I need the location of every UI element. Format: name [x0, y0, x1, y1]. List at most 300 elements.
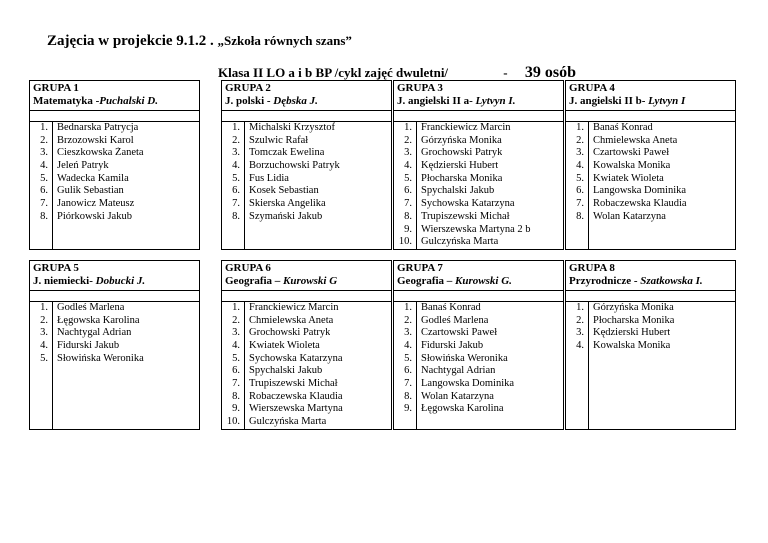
member-name: Fus Lidia: [249, 172, 289, 184]
member-number: 5.: [30, 353, 53, 366]
member-name: Godleś Marlena: [421, 314, 489, 326]
member-number: 7.: [566, 198, 589, 211]
member-name: Czartowski Paweł: [593, 147, 670, 159]
subtitle-dash: -: [503, 65, 508, 80]
member-row: [30, 211, 199, 224]
member-number: 4.: [394, 160, 417, 173]
group-name: GRUPA 4: [569, 82, 615, 94]
group-name: GRUPA 3: [397, 82, 443, 94]
member-number: 6.: [222, 365, 245, 378]
member-row: [394, 391, 563, 404]
member-number: 4.: [394, 340, 417, 353]
member-name: Kędzierski Hubert: [421, 160, 499, 172]
member-number: 6.: [394, 365, 417, 378]
member-name: Sychowska Katarzyna: [249, 352, 343, 364]
group-subject-line: [33, 275, 196, 288]
empty-row: [30, 391, 199, 404]
empty-number-cell: [30, 224, 53, 237]
member-number: 1.: [394, 122, 417, 135]
empty-name-cell: [589, 236, 593, 249]
member-number: 5.: [566, 173, 589, 186]
member-name: Wolan Katarzyna: [593, 210, 666, 222]
member-row: [394, 211, 563, 224]
member-number: 8.: [222, 211, 245, 224]
group-subject: Geografia –: [397, 274, 456, 287]
member-row: [394, 340, 563, 353]
empty-number-cell: [30, 236, 53, 249]
empty-row: [566, 391, 735, 404]
member-number: 3.: [566, 147, 589, 160]
member-number: 4.: [30, 340, 53, 353]
group-subject: Matematyka -: [33, 95, 100, 107]
empty-name-cell: [589, 224, 593, 237]
group-teacher: Lytvyn I: [648, 95, 686, 107]
empty-row: [30, 236, 199, 249]
member-name: Langowska Dominika: [593, 185, 687, 197]
member-row: [222, 173, 391, 186]
member-row: [30, 198, 199, 211]
member-list: [394, 122, 563, 249]
group-subject: Przyrodnicze -: [569, 274, 641, 287]
member-row: [222, 340, 391, 353]
member-number: 3.: [30, 327, 53, 340]
member-list: [30, 302, 199, 429]
member-number: 1.: [30, 122, 53, 135]
member-name: Szulwic Rafał: [249, 134, 309, 146]
header-spacer-row: [222, 291, 391, 302]
group-teacher: Dębska J.: [273, 95, 318, 107]
empty-name-cell: [53, 224, 57, 237]
member-name: Łęgowska Karolina: [421, 403, 504, 415]
member-name: Kwiatek Wioleta: [593, 172, 664, 184]
empty-row: [30, 416, 199, 429]
member-name: Langowska Dominika: [421, 378, 515, 389]
group-header: [222, 81, 391, 111]
member-number: 5.: [394, 353, 417, 366]
member-number: 3.: [30, 147, 53, 160]
member-name: Robaczewska Klaudia: [593, 198, 687, 210]
group-teacher: Lytvyn I.: [475, 95, 516, 107]
group-teacher: Kurowski G: [283, 274, 338, 287]
group-name: GRUPA 2: [225, 82, 271, 94]
group-subject-line: [33, 95, 196, 108]
empty-name-cell: [589, 416, 593, 429]
groups-row-1: [30, 81, 736, 250]
empty-number-cell: [566, 378, 589, 391]
member-number: 5.: [222, 353, 245, 366]
member-name: Bednarska Patrycja: [57, 122, 139, 133]
member-row: [222, 315, 391, 328]
member-row: [566, 147, 735, 160]
member-row: [394, 173, 563, 186]
empty-row: [30, 365, 199, 378]
member-name: Kowalska Monika: [593, 160, 671, 172]
member-name: Gulczyńska Marta: [249, 416, 327, 428]
member-number: 1.: [566, 122, 589, 135]
member-name: Płocharska Monika: [593, 314, 675, 326]
member-list: [566, 302, 735, 429]
member-name: Słowińska Weronika: [57, 352, 144, 364]
member-row: [30, 185, 199, 198]
member-row: [566, 135, 735, 148]
member-name: Czartowski Paweł: [421, 327, 498, 339]
empty-name-cell: [53, 378, 57, 391]
group-header: [30, 261, 199, 291]
group-teacher: Dobucki J.: [95, 274, 146, 287]
group-subject: J. niemiecki-: [33, 274, 96, 287]
empty-name-cell: [245, 224, 249, 237]
member-name: Kwiatek Wioleta: [249, 339, 320, 351]
group-header: [566, 81, 735, 111]
empty-name-cell: [53, 416, 57, 429]
member-name: Górzyńska Monika: [593, 301, 674, 313]
member-name: Franckiewicz Marcin: [421, 122, 511, 133]
member-number: 8.: [394, 211, 417, 224]
class-info: Klasa II LO a i b BP /cykl zajęć dwuletni/: [218, 65, 449, 80]
member-name: Kosek Sebastian: [249, 185, 319, 197]
group-name: GRUPA 8: [569, 261, 615, 274]
empty-number-cell: [566, 391, 589, 404]
header-spacer-row: [566, 111, 735, 122]
group-name: GRUPA 7: [397, 261, 443, 274]
member-row: [30, 147, 199, 160]
member-number: 2.: [30, 135, 53, 148]
member-number: 3.: [222, 327, 245, 340]
group-subject: Geografia –: [225, 274, 284, 287]
member-name: Gulczyńska Marta: [421, 236, 499, 248]
header-spacer-row: [222, 111, 391, 122]
empty-number-cell: [566, 403, 589, 416]
empty-row: [566, 224, 735, 237]
member-row: [566, 211, 735, 224]
header-spacer-row: [30, 291, 199, 302]
member-name: Michalski Krzysztof: [249, 122, 336, 133]
member-name: Łęgowska Karolina: [57, 314, 140, 326]
member-row: [222, 198, 391, 211]
member-row: [394, 122, 563, 135]
empty-name-cell: [53, 365, 57, 378]
group-4-cell: [566, 81, 736, 250]
member-row: [222, 185, 391, 198]
member-row: [566, 327, 735, 340]
group-subject: J. angielski II a-: [397, 95, 476, 107]
member-name: Nachtygal Adrian: [57, 327, 132, 339]
empty-row: [566, 378, 735, 391]
member-number: 3.: [394, 147, 417, 160]
group-teacher: Puchalski D.: [99, 95, 158, 107]
member-number: 3.: [566, 327, 589, 340]
member-row: [30, 135, 199, 148]
header-spacer-row: [394, 291, 563, 302]
member-number: 2.: [566, 315, 589, 328]
member-name: Kędzierski Hubert: [593, 327, 671, 339]
empty-number-cell: [30, 365, 53, 378]
member-row: [222, 403, 391, 416]
group-header: [394, 81, 563, 111]
member-name: Grochowski Patryk: [249, 327, 331, 339]
member-row: [394, 378, 563, 391]
member-number: 2.: [394, 135, 417, 148]
member-number: 3.: [222, 147, 245, 160]
member-row: [394, 135, 563, 148]
member-number: 9.: [394, 403, 417, 416]
member-row: [394, 353, 563, 366]
empty-name-cell: [53, 236, 57, 249]
empty-number-cell: [222, 224, 245, 237]
member-row: [222, 160, 391, 173]
member-number: 2.: [394, 315, 417, 328]
member-row: [394, 224, 563, 237]
member-name: Kowalska Monika: [593, 339, 671, 351]
empty-row: [566, 365, 735, 378]
group-subject: J. polski -: [225, 95, 274, 107]
member-name: Wadecka Kamila: [57, 172, 129, 184]
group-teacher: Szatkowska I.: [640, 274, 703, 287]
member-number: 1.: [394, 302, 417, 315]
member-list: [222, 302, 391, 429]
member-name: Gulik Sebastian: [57, 185, 124, 197]
member-number: 2.: [566, 135, 589, 148]
group-header: [222, 261, 391, 291]
group-3-cell: [394, 81, 564, 250]
groups-table: [29, 80, 736, 430]
member-name: Brzozowski Karol: [57, 134, 134, 146]
empty-number-cell: [394, 416, 417, 429]
member-name: Szymański Jakub: [249, 210, 323, 222]
member-list: [30, 122, 199, 249]
group-name: GRUPA 6: [225, 261, 271, 274]
empty-row: [566, 416, 735, 429]
empty-row: [394, 416, 563, 429]
member-row: [222, 391, 391, 404]
member-row: [222, 353, 391, 366]
member-row: [566, 160, 735, 173]
member-number: 4.: [30, 160, 53, 173]
empty-number-cell: [30, 416, 53, 429]
empty-name-cell: [589, 365, 593, 378]
member-row: [394, 302, 563, 315]
student-count: 39 osób: [524, 64, 577, 81]
member-row: [566, 340, 735, 353]
member-row: [222, 327, 391, 340]
member-row: [566, 302, 735, 315]
member-number: 8.: [394, 391, 417, 404]
group-header: [394, 261, 563, 291]
empty-name-cell: [589, 391, 593, 404]
member-row: [30, 327, 199, 340]
group-name: GRUPA 1: [33, 82, 79, 94]
member-name: Spychalski Jakub: [421, 185, 495, 197]
member-number: 10.: [222, 416, 245, 429]
member-name: Robaczewska Klaudia: [249, 390, 343, 402]
member-row: [30, 315, 199, 328]
member-name: Sychowska Katarzyna: [421, 198, 515, 210]
member-name: Piórkowski Jakub: [57, 210, 132, 222]
member-name: Fidurski Jakub: [421, 339, 484, 351]
member-row: [394, 327, 563, 340]
member-number: 9.: [394, 224, 417, 237]
member-number: 6.: [394, 185, 417, 198]
empty-row: [566, 403, 735, 416]
empty-row: [566, 236, 735, 249]
member-row: [394, 185, 563, 198]
empty-name-cell: [417, 416, 421, 429]
empty-row: [566, 353, 735, 366]
member-row: [566, 173, 735, 186]
empty-row: [30, 224, 199, 237]
member-number: 7.: [30, 198, 53, 211]
empty-number-cell: [222, 236, 245, 249]
member-number: 2.: [30, 315, 53, 328]
member-row: [222, 302, 391, 315]
group-subject-line: [225, 275, 388, 288]
member-row: [30, 173, 199, 186]
empty-number-cell: [30, 403, 53, 416]
empty-row: [30, 403, 199, 416]
member-name: Spychalski Jakub: [249, 365, 323, 377]
member-name: Wierszewska Martyna 2 b: [421, 223, 531, 235]
member-row: [394, 160, 563, 173]
member-row: [222, 135, 391, 148]
member-name: Tomczak Ewelina: [249, 147, 325, 159]
member-name: Borzuchowski Patryk: [249, 160, 340, 172]
empty-row: [30, 378, 199, 391]
group-header: [566, 261, 735, 291]
member-row: [30, 340, 199, 353]
member-number: 6.: [566, 185, 589, 198]
member-number: 7.: [394, 198, 417, 211]
empty-number-cell: [566, 236, 589, 249]
member-row: [222, 416, 391, 429]
member-list: [566, 122, 735, 249]
title-main: Zajęcia w projekcie 9.1.2 .: [47, 33, 214, 49]
member-list: [222, 122, 391, 249]
member-name: Jeleń Patryk: [57, 160, 109, 172]
group-subject-line: [225, 95, 388, 108]
empty-number-cell: [30, 391, 53, 404]
member-number: 1.: [222, 122, 245, 135]
member-number: 4.: [222, 340, 245, 353]
group-subject-line: [569, 95, 732, 108]
groups-row-2: [30, 260, 736, 429]
empty-number-cell: [566, 365, 589, 378]
member-number: 5.: [394, 173, 417, 186]
member-row: [394, 147, 563, 160]
group-6-cell: [222, 260, 392, 429]
member-number: 7.: [222, 378, 245, 391]
member-number: 7.: [222, 198, 245, 211]
member-number: 1.: [566, 302, 589, 315]
header-spacer-row: [30, 111, 199, 122]
member-number: 5.: [30, 173, 53, 186]
project-name: „Szkoła równych szans”: [217, 33, 352, 48]
member-number: 2.: [222, 315, 245, 328]
member-number: 1.: [222, 302, 245, 315]
group-header: [30, 81, 199, 111]
empty-name-cell: [53, 391, 57, 404]
member-name: Słowińska Weronika: [421, 352, 508, 364]
group-name: GRUPA 5: [33, 261, 79, 274]
member-number: 1.: [30, 302, 53, 315]
group-subject-line: [397, 95, 560, 108]
member-row: [394, 403, 563, 416]
empty-name-cell: [589, 353, 593, 366]
member-row: [222, 147, 391, 160]
member-row: [566, 315, 735, 328]
group-7-cell: [394, 260, 564, 429]
empty-number-cell: [566, 224, 589, 237]
member-name: Cieszkowska Żaneta: [57, 147, 144, 159]
member-number: 10.: [394, 236, 417, 249]
member-number: 6.: [30, 185, 53, 198]
member-row: [566, 198, 735, 211]
member-name: Skierska Angelika: [249, 198, 326, 210]
group-subject-line: [397, 275, 560, 288]
member-name: Franckiewicz Marcin: [249, 301, 339, 313]
header-spacer-row: [394, 111, 563, 122]
member-name: Wolan Katarzyna: [421, 390, 494, 402]
member-number: 6.: [222, 185, 245, 198]
member-row: [566, 122, 735, 135]
member-name: Banaś Konrad: [593, 122, 653, 133]
member-number: 8.: [222, 391, 245, 404]
member-number: 4.: [222, 160, 245, 173]
empty-name-cell: [53, 403, 57, 416]
group-8-cell: [566, 260, 736, 429]
member-number: 8.: [566, 211, 589, 224]
group-subject-line: [569, 275, 732, 288]
empty-number-cell: [566, 416, 589, 429]
member-name: Janowicz Mateusz: [57, 198, 135, 210]
member-number: 2.: [222, 135, 245, 148]
member-row: [394, 365, 563, 378]
empty-name-cell: [589, 378, 593, 391]
member-number: 7.: [394, 378, 417, 391]
member-name: Chmielewska Aneta: [593, 134, 678, 146]
group-2-cell: [222, 81, 392, 250]
member-name: Banaś Konrad: [421, 301, 481, 313]
member-row: [30, 353, 199, 366]
member-name: Górzyńska Monika: [421, 134, 502, 146]
member-number: 9.: [222, 403, 245, 416]
group-subject: J. angielski II b-: [569, 95, 649, 107]
member-name: Nachtygal Adrian: [421, 365, 496, 377]
member-row: [394, 315, 563, 328]
member-number: 4.: [566, 160, 589, 173]
member-row: [222, 211, 391, 224]
member-row: [222, 365, 391, 378]
member-name: Trupiszewski Michał: [421, 210, 510, 222]
member-name: Fidurski Jakub: [57, 339, 120, 351]
empty-row: [222, 236, 391, 249]
empty-row: [222, 224, 391, 237]
member-name: Wierszewska Martyna: [249, 403, 343, 415]
member-name: Płocharska Monika: [421, 172, 503, 184]
member-list: [394, 302, 563, 429]
empty-name-cell: [589, 403, 593, 416]
member-name: Trupiszewski Michał: [249, 378, 338, 389]
member-number: 4.: [566, 340, 589, 353]
member-name: Chmielewska Aneta: [249, 314, 334, 326]
member-number: 3.: [394, 327, 417, 340]
member-row: [30, 122, 199, 135]
member-row: [394, 198, 563, 211]
member-row: [222, 122, 391, 135]
member-row: [30, 160, 199, 173]
member-number: 5.: [222, 173, 245, 186]
group-1-cell: [30, 81, 200, 250]
member-name: Godleś Marlena: [57, 301, 125, 313]
